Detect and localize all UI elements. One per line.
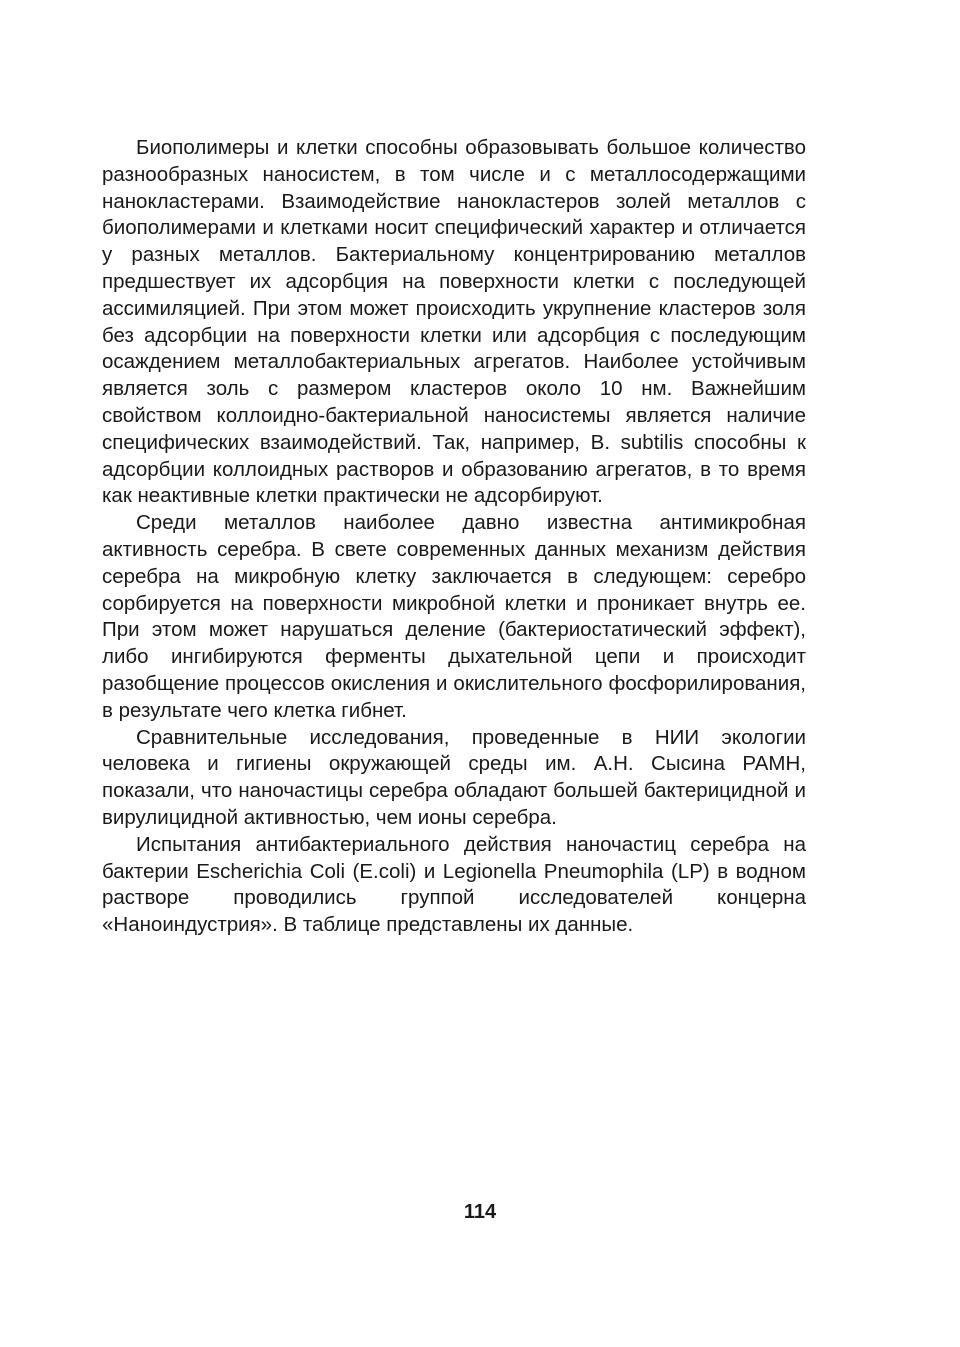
- paragraph-3: Сравнительные исследования, проведенные в НИИ экологии человека и гигиены окружающей среды им. А.Н. Сысина РАМН, показали, что наночастицы серебра обладают большей бактерицидной и вирулицидной активностью, чем ионы серебра.: [102, 725, 806, 829]
- body-text: [102, 135, 806, 939]
- page-number: 114: [463, 1201, 497, 1223]
- paragraph-2: Среди металлов наиболее давно известна антимикробная активность серебра. В свете современных данных механизм действия серебра на микробную клетку заключается в следующем: серебро сорбируется на поверхности микробной клетки и проникает внутрь ее. При этом может нарушаться деление (бактериостатический эффект), либо ингибируются ферменты дыхательной цепи и происходит разобщение процессов окисления и окислительного фосфорилирования, в результате чего клетка гибнет.: [102, 511, 806, 722]
- paragraph-1: Биополимеры и клетки способны образовывать большое количество разнообразных наносистем, в том числе и с металлосодержащими нанокластерами. Взаимодействие нанокластеров золей металлов с биополимерами и клетками носит специфический характер и отличается у разных металлов. Бактериальному концентрированию металлов предшествует их адсорбция на поверхности клетки с последующей ассимиляцией. При этом может происходить укрупнение кластеров золя без адсорбции на поверхности клетки или адсорбция с последующим осаждением металлобактериальных агрегатов. Наиболее устойчивым является золь с размером кластеров около 10 нм. Важнейшим свойством коллоидно-бактериальной наносистемы является наличие специфических взаимодействий. Так, например, B. subtilis способны к адсорбции коллоидных растворов и образованию агрегатов, в то время как неактивные клетки практически не адсорбируют.: [102, 136, 806, 508]
- paragraph-4: Испытания антибактериального действия наночастиц серебра на бактерии Escherichia Coli (E.coli) и Legionella Pneumophila (LP) в водном растворе проводились группой исследователей концерна «Наноиндустрия». В таблице представлены их данные.: [102, 832, 806, 937]
